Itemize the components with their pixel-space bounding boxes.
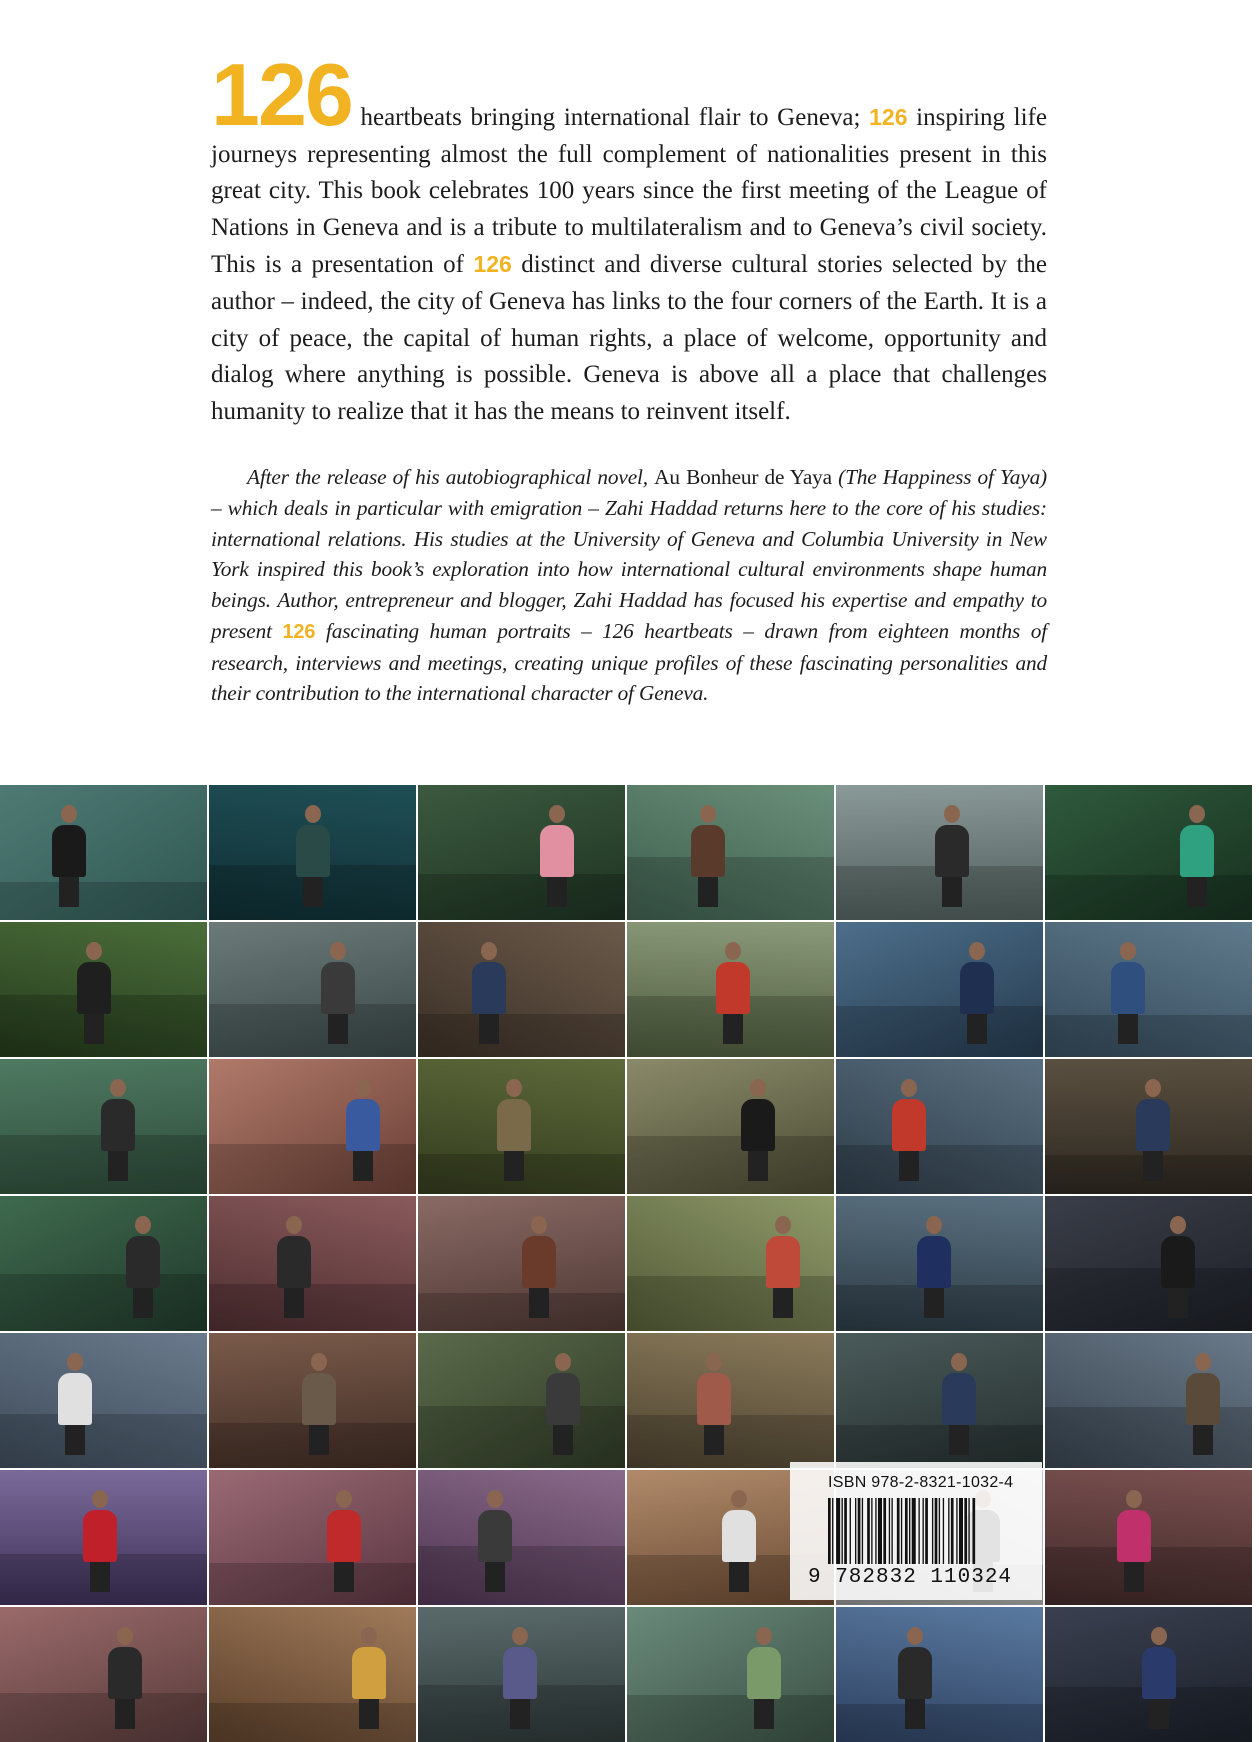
barcode-digits: 9 782832 110324 bbox=[808, 1566, 1013, 1589]
portrait-photo bbox=[209, 1333, 416, 1468]
portrait-photo bbox=[209, 1607, 416, 1742]
isbn-barcode bbox=[790, 1462, 1042, 1600]
portrait-photo bbox=[836, 1059, 1043, 1194]
portrait-photo bbox=[836, 922, 1043, 1057]
highlight-number: 126 bbox=[282, 620, 316, 643]
portrait-photo bbox=[627, 1059, 834, 1194]
portrait-photo bbox=[209, 1470, 416, 1605]
book-title: Au Bonheur de Yaya bbox=[654, 465, 832, 490]
author-bio-paragraph bbox=[211, 462, 1047, 709]
portrait-photo-grid bbox=[0, 785, 1252, 1742]
intro-paragraph bbox=[211, 45, 1047, 430]
portrait-photo bbox=[0, 1059, 207, 1194]
portrait-photo bbox=[1045, 785, 1252, 920]
portrait-photo bbox=[209, 1059, 416, 1194]
highlight-number: 126 bbox=[473, 251, 512, 278]
highlight-number: 126 bbox=[869, 104, 908, 130]
portrait-photo bbox=[836, 1333, 1043, 1468]
portrait-photo bbox=[1045, 1607, 1252, 1742]
portrait-photo bbox=[209, 1196, 416, 1331]
portrait-photo bbox=[418, 1607, 625, 1742]
portrait-photo bbox=[1045, 1333, 1252, 1468]
portrait-photo bbox=[627, 1607, 834, 1742]
portrait-photo bbox=[627, 922, 834, 1057]
portrait-photo bbox=[418, 1059, 625, 1194]
intro-text-part-3: distinct and diverse cultural stories selected by the author – indeed, the city of Geneva has links to the four corners of the Earth. It is a city of peace, the capital of human rights, a place of welcome, opportunity and dialog where anything is possible. Geneva is above all a place that challenges humanity to realize that it has the means to reinvent itself. bbox=[211, 251, 1047, 425]
portrait-photo bbox=[836, 785, 1043, 920]
portrait-photo bbox=[627, 1196, 834, 1331]
bio-text-part-2: (The Happiness of Yaya) – which deals in particular with emigration – Zahi Haddad returns here to the core of his studies: international relations. His studies at the University of Geneva and Columbia University in New York inspired this book’s exploration into how international cultural environments shape human beings. Author, entrepreneur and blogger, Zahi Haddad has focused his expertise and empathy to present bbox=[211, 465, 1048, 643]
barcode-bars bbox=[828, 1498, 1024, 1564]
portrait-photo bbox=[418, 1333, 625, 1468]
portrait-photo bbox=[0, 1607, 207, 1742]
big-number-126: 126 bbox=[211, 45, 352, 144]
intro-text-part-1: heartbeats bringing international flair to Geneva; bbox=[351, 104, 870, 131]
isbn-label: ISBN 978-2-8321-1032-4 bbox=[828, 1474, 1014, 1491]
portrait-photo bbox=[0, 785, 207, 920]
portrait-photo bbox=[0, 922, 207, 1057]
bio-text-part-1: After the release of his autobiographical novel, bbox=[247, 465, 655, 490]
portrait-photo bbox=[836, 1607, 1043, 1742]
bio-text-part-3: fascinating human portraits – 126 heartbeats – drawn from eighteen months of research, interviews and meetings, creating unique profiles of these fascinating personalities and their contribution to the international character of Geneva. bbox=[211, 618, 1047, 706]
intro-text-part-2: inspiring life journeys representing almost the full complement of nationalities present in this great city. This book celebrates 100 years since the first meeting of the League of Nations in Geneva and is a tribute to multilateralism and to Geneva’s civil society. This is a presentation of bbox=[211, 104, 1047, 279]
portrait-photo bbox=[627, 1333, 834, 1468]
portrait-photo bbox=[418, 1470, 625, 1605]
portrait-photo bbox=[209, 785, 416, 920]
portrait-photo bbox=[1045, 1196, 1252, 1331]
portrait-photo bbox=[418, 1196, 625, 1331]
portrait-photo bbox=[418, 785, 625, 920]
back-cover-text bbox=[211, 45, 1048, 709]
portrait-photo bbox=[836, 1196, 1043, 1331]
portrait-photo bbox=[0, 1470, 207, 1605]
portrait-photo bbox=[0, 1333, 207, 1468]
portrait-photo bbox=[418, 922, 625, 1057]
portrait-photo bbox=[627, 785, 834, 920]
portrait-photo bbox=[1045, 1059, 1252, 1194]
portrait-photo bbox=[1045, 922, 1252, 1057]
portrait-photo bbox=[1045, 1470, 1252, 1605]
portrait-photo bbox=[0, 1196, 207, 1331]
portrait-photo bbox=[209, 922, 416, 1057]
